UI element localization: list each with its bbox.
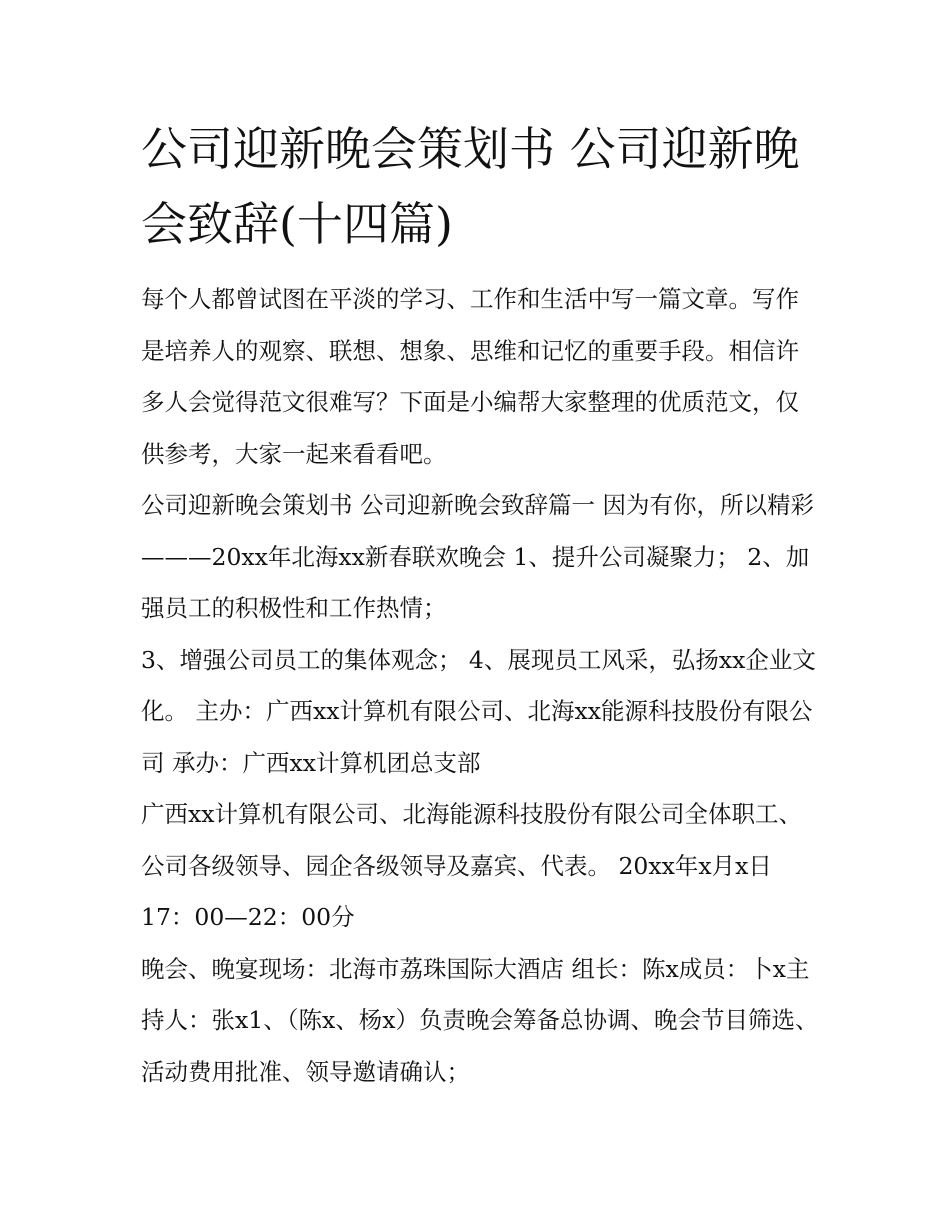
paragraph-venue-staff: 晚会、晚宴现场：北海市荔珠国际大酒店 组长：陈x成员：卜x主持人：张x1、（陈x、杨x）负责晚会筹备总协调、晚会节目筛选、活动费用批准、领导邀请确认；: [141, 954, 819, 1086]
paragraph-intro: 每个人都曾试图在平淡的学习、工作和生活中写一篇文章。写作是培养人的观察、联想、想象、思维和记忆的重要手段。相信许多人会觉得范文很难写？下面是小编帮大家整理的优质范文，仅供参考，大家一起来看看吧。: [141, 285, 799, 468]
paragraph-purpose: 公司迎新晚会策划书 公司迎新晚会致辞篇一 因为有你，所以精彩———20xx年北海xx新春联欢晚会 1、提升公司凝聚力； 2、加强员工的积极性和工作热情；: [141, 491, 814, 622]
document-page: [141, 112, 821, 1098]
document-title: 公司迎新晚会策划书 公司迎新晚会致辞(十四篇): [141, 122, 800, 251]
paragraph-organizers: 3、增强公司员工的集体观念； 4、展现员工风采，弘扬xx企业文化。 主办：广西xx计算机有限公司、北海xx能源科技股份有限公司 承办：广西xx计算机团总支部: [141, 645, 816, 777]
paragraph-participants: 广西xx计算机有限公司、北海能源科技股份有限公司全体职工、公司各级领导、园企各级领导及嘉宾、代表。 20xx年x月x日17：00—22：00分: [141, 800, 803, 931]
